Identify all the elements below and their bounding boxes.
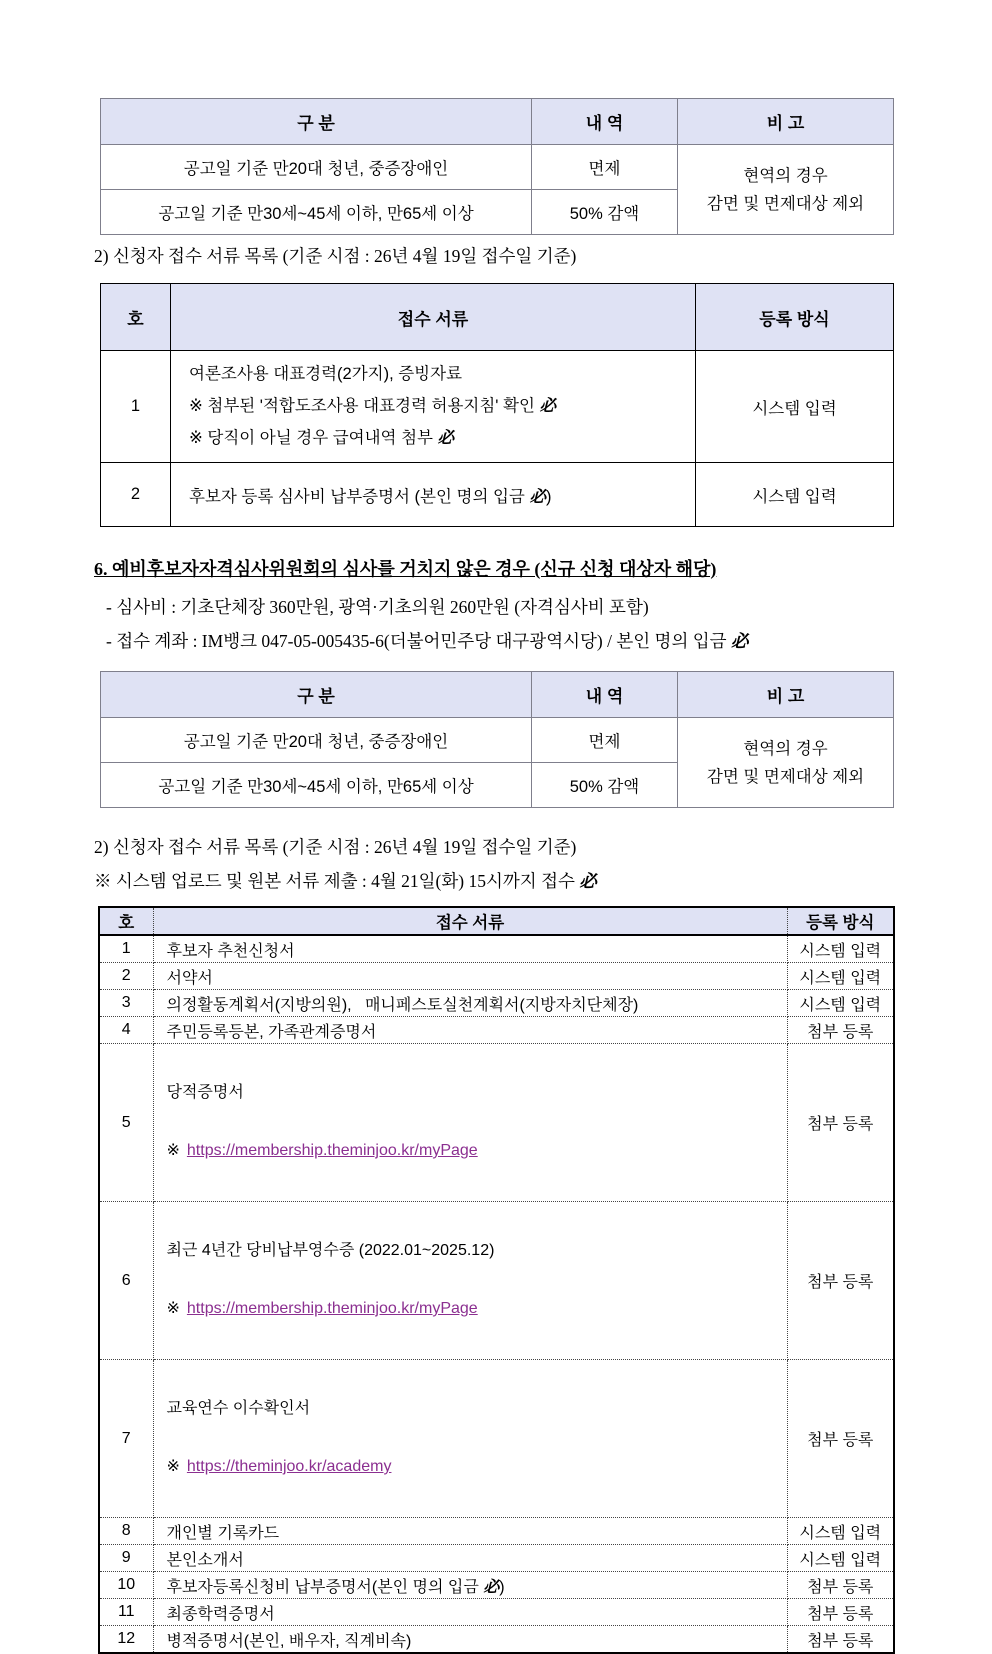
row-number: 2 (99, 963, 153, 990)
fee-detail-cell: 면제 (532, 145, 678, 190)
table-row (99, 935, 894, 963)
row-number: 3 (99, 990, 153, 1017)
fee-header-detail: 내 역 (532, 672, 678, 718)
fee-category-cell: 공고일 기준 만30세~45세 이하, 만65세 이상 (101, 763, 532, 808)
account-line (106, 629, 992, 653)
row-number: 4 (99, 1017, 153, 1044)
doc-description-cell (153, 1360, 787, 1518)
doc-line: 당적증명서 (166, 1084, 244, 1101)
row-number: 9 (99, 1545, 153, 1572)
doc-description-cell: 개인별 기록카드 (153, 1518, 787, 1545)
fee-detail-cell: 면제 (532, 718, 678, 763)
row-number: 1 (101, 351, 171, 463)
doc-line (189, 390, 689, 422)
registration-method: 첨부 등록 (787, 1626, 894, 1654)
row-number: 7 (99, 1360, 153, 1518)
row-number: 5 (99, 1044, 153, 1202)
registration-method: 첨부 등록 (787, 1202, 894, 1360)
doc-description-cell: 최종학력증명서 (153, 1599, 787, 1626)
fee-note-line1: 현역의 경우 (743, 166, 828, 185)
table-row (99, 1360, 894, 1518)
small-header-no: 호 (101, 284, 171, 351)
small-docs-table (100, 283, 894, 527)
registration-method: 시스템 입력 (787, 1518, 894, 1545)
table-row (99, 1572, 894, 1599)
row-number: 10 (99, 1572, 153, 1599)
docs-list-title-2: 2) 신청자 접수 서류 목록 (기준 시점 : 26년 4월 19일 접수일 기준) (94, 837, 577, 857)
row-number: 12 (99, 1626, 153, 1654)
fee-header-note: 비 고 (678, 99, 894, 145)
review-fee-line: - 심사비 : 기초단체장 360만원, 광역·기초의원 260만원 (자격심사비 포함) (106, 597, 649, 617)
table-row (99, 1518, 894, 1545)
table-row (99, 1626, 894, 1654)
upload-note (94, 869, 992, 893)
fee-table-2 (100, 671, 894, 808)
row-number: 11 (99, 1599, 153, 1626)
doc-line: 여론조사용 대표경력(2가지), 증빙자료 (189, 365, 463, 383)
doc-description-cell (171, 351, 696, 463)
required-mark: 必 (730, 631, 749, 651)
table-row (99, 1202, 894, 1360)
docs-list-title-1: 2) 신청자 접수 서류 목록 (기준 시점 : 26년 4월 19일 접수일 기준) (94, 246, 577, 266)
big-header-method: 등록 방식 (787, 907, 894, 935)
fee-note-cell (678, 145, 894, 235)
registration-method: 시스템 입력 (787, 935, 894, 963)
doc-line-text: ※ 첨부된 '적합도조사용 대표경력 허용지침' 확인 (189, 397, 540, 415)
row-number: 2 (101, 463, 171, 527)
section-heading: 6. 예비후보자자격심사위원회의 심사를 거치지 않은 경우 (신규 신청 대상자 해당) (94, 559, 717, 579)
big-docs-table (98, 906, 895, 1654)
required-mark: 必 (539, 396, 556, 415)
membership-link[interactable]: https://membership.theminjoo.kr/myPage (186, 1142, 478, 1159)
registration-method: 첨부 등록 (787, 1599, 894, 1626)
table-row (99, 1599, 894, 1626)
doc-line (167, 1298, 787, 1320)
fee-note-cell (678, 718, 894, 808)
fee-detail-cell: 50% 감액 (532, 763, 678, 808)
table-row (101, 351, 894, 463)
big-header-doc: 접수 서류 (153, 907, 787, 935)
small-header-doc: 접수 서류 (171, 284, 696, 351)
required-mark: 必 (529, 486, 546, 506)
fee-category-cell: 공고일 기준 만20대 청년, 중증장애인 (101, 145, 532, 190)
fee-category-cell: 공고일 기준 만20대 청년, 중증장애인 (101, 718, 532, 763)
fee-header-detail: 내 역 (532, 99, 678, 145)
doc-description-cell (153, 1044, 787, 1202)
row-number: 1 (99, 935, 153, 963)
registration-method: 첨부 등록 (787, 1572, 894, 1599)
fee-note-line2: 감면 및 면제대상 제외 (706, 194, 865, 213)
registration-method: 시스템 입력 (696, 351, 894, 463)
fee-header-note: 비 고 (678, 672, 894, 718)
table-row (101, 463, 894, 527)
table-row (99, 1545, 894, 1572)
note-mark: ※ (166, 1142, 180, 1159)
registration-method: 첨부 등록 (787, 1044, 894, 1202)
doc-description-cell: 병적증명서(본인, 배우자, 직계비속) (153, 1626, 787, 1654)
fee-header-category: 구 분 (101, 99, 532, 145)
doc-description-cell (171, 463, 696, 527)
table-row (101, 718, 894, 763)
doc-description-cell: 주민등록등본, 가족관계증명서 (153, 1017, 787, 1044)
doc-line-text: 후보자 등록 심사비 납부증명서 (본인 명의 입금 (189, 487, 530, 506)
doc-line: 교육연수 이수확인서 (166, 1400, 311, 1417)
doc-line (189, 422, 689, 454)
fee-detail-cell: 50% 감액 (532, 190, 678, 235)
account-text: - 접수 계좌 : IM뱅크 047-05-005435-6(더불어민주당 대구광역시당) / 본인 명의 입금 (106, 631, 731, 651)
fee-table-1 (100, 98, 894, 235)
registration-method: 시스템 입력 (787, 963, 894, 990)
doc-line (167, 1140, 787, 1162)
row-number: 8 (99, 1518, 153, 1545)
doc-line-text: ※ 당직이 아닐 경우 급여내역 첨부 (189, 429, 438, 447)
fee-header-category: 구 분 (101, 672, 532, 718)
table-row (99, 1017, 894, 1044)
doc-line-text: 후보자등록신청비 납부증명서(본인 명의 입금 (166, 1578, 484, 1596)
note-mark: ※ (166, 1458, 180, 1475)
table-row (99, 1044, 894, 1202)
fee-category-cell: 공고일 기준 만30세~45세 이하, 만65세 이상 (101, 190, 532, 235)
doc-line (167, 1456, 787, 1478)
doc-description-cell (153, 1202, 787, 1360)
table-row (99, 963, 894, 990)
required-mark: 必 (579, 871, 597, 891)
small-header-method: 등록 방식 (696, 284, 894, 351)
note-mark: ※ (166, 1300, 180, 1317)
registration-method: 첨부 등록 (787, 1360, 894, 1518)
doc-line-text: ) (545, 487, 552, 506)
fee-note-line2: 감면 및 면제대상 제외 (706, 767, 865, 786)
registration-method: 시스템 입력 (787, 1545, 894, 1572)
row-number: 6 (99, 1202, 153, 1360)
registration-method: 첨부 등록 (787, 1017, 894, 1044)
required-mark: 必 (437, 428, 455, 447)
doc-line-text: ) (499, 1578, 505, 1596)
registration-method: 시스템 입력 (696, 463, 894, 527)
doc-description-cell: 본인소개서 (153, 1545, 787, 1572)
doc-description-cell (153, 1572, 787, 1599)
academy-link[interactable]: https://theminjoo.kr/academy (186, 1458, 392, 1475)
table-row (99, 990, 894, 1017)
doc-line: 최근 4년간 당비납부영수증 (2022.01~2025.12) (166, 1242, 495, 1259)
doc-description-cell: 의정활동계획서(지방의원), 매니페스토실천계획서(지방자치단체장) (153, 990, 787, 1017)
upload-note-text: ※ 시스템 업로드 및 원본 서류 제출 : 4월 21일(화) 15시까지 접수 (94, 871, 580, 891)
doc-description-cell: 서약서 (153, 963, 787, 990)
fee-note-line1: 현역의 경우 (743, 739, 828, 758)
required-mark: 必 (483, 1578, 500, 1596)
table-row (101, 145, 894, 190)
membership-link[interactable]: https://membership.theminjoo.kr/myPage (186, 1300, 478, 1317)
big-header-no: 호 (99, 907, 153, 935)
doc-description-cell: 후보자 추천신청서 (153, 935, 787, 963)
registration-method: 시스템 입력 (787, 990, 894, 1017)
